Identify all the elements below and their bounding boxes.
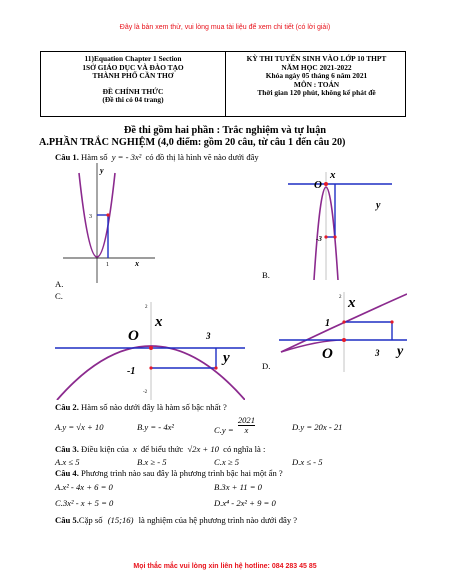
q1-text-before: Hàm số — [81, 152, 108, 162]
header-right-line2: NĂM HỌC 2021-2022 — [281, 62, 352, 72]
graph-c-grid-top-label: 2 — [145, 305, 148, 310]
exam-header — [40, 51, 406, 117]
graph-c-grid-bottom-label: -2 — [143, 390, 148, 395]
q3-var: x — [132, 444, 137, 454]
q4-text: Phương trình nào sau đây là phương trình bậc hai một ẩn ? — [81, 468, 283, 478]
header-right-line5: Thời gian 120 phút, không kể phát đề — [257, 88, 376, 98]
q2-option-c-den: x — [244, 425, 249, 435]
q4-option-b[interactable]: B.3x + 11 = 0 — [214, 482, 262, 492]
q3-text-after: có nghĩa là : — [223, 444, 266, 454]
q2-option-c[interactable] — [214, 416, 255, 435]
q1-option-d[interactable]: D. — [262, 361, 271, 371]
q4-option-a[interactable]: A.x² - 4x + 6 = 0 — [55, 482, 113, 492]
q3-option-a[interactable]: A.x ≤ 5 — [55, 457, 80, 467]
q3-text-before: Điều kiện của — [81, 444, 129, 454]
header-left-line1: 11)Equation Chapter 1 Section — [84, 54, 182, 63]
q1-label: Câu 1. — [55, 152, 79, 162]
graph-c-origin: O — [128, 328, 139, 344]
graph-d-grid-top: 2 — [339, 295, 342, 300]
graph-a-tick-y: 3 — [89, 214, 92, 220]
graph-a — [63, 163, 155, 283]
graph-d-tick-x: 3 — [375, 348, 380, 358]
q5-line — [55, 515, 297, 525]
bottom-notice: Mọi thắc mắc vui lòng xin liên hệ hotline: 084 283 45 85 — [133, 563, 317, 570]
q2-text: Hàm số nào dưới đây là hàm số bậc nhất ? — [81, 402, 227, 412]
q3-label: Câu 3. — [55, 444, 79, 454]
q1-option-c[interactable]: C. — [55, 291, 63, 301]
header-left-line5: (Đề thi có 04 trang) — [102, 95, 164, 105]
graph-b-y-label: y — [376, 200, 381, 211]
q2-label: Câu 2. — [55, 402, 79, 412]
q5-pair: (15;16) — [107, 515, 134, 525]
header-right-line4: MÔN : TOÁN — [293, 79, 340, 89]
graph-b-origin: O — [314, 179, 322, 191]
q3-expr: √2x + 10 — [187, 444, 219, 454]
graph-b-tick-y: -3 — [316, 235, 322, 243]
header-left-line2: 1SỞ GIÁO DỤC VÀ ĐÀO TẠO — [82, 62, 184, 72]
graph-b — [280, 162, 392, 282]
q5-label: Câu 5. — [55, 515, 79, 525]
graph-b-x-label: x — [330, 169, 336, 181]
q1-text-after: có đồ thị là hình vẽ nào dưới đây — [145, 152, 259, 162]
q5-text-before: Cặp số — [78, 515, 103, 525]
q2-option-d[interactable]: D.y = 20x - 21 — [292, 422, 343, 432]
q4-option-d[interactable]: D.x⁴ - 2x² + 9 = 0 — [214, 498, 276, 508]
section-a-title: A.PHẦN TRẮC NGHIỆM (4,0 điểm: gồm 20 câu, từ câu 1 đến câu 20) — [39, 137, 346, 148]
q5-text-after: là nghiệm của hệ phương trình nào dưới đây ? — [138, 515, 298, 525]
q4-option-c[interactable]: C.3x² - x + 5 = 0 — [55, 498, 114, 508]
q3-option-d[interactable]: D.x ≤ - 5 — [292, 457, 323, 467]
header-right-line3: Khóa ngày 05 tháng 6 năm 2021 — [265, 71, 368, 81]
header-right-line1: KỲ THI TUYỂN SINH VÀO LỚP 10 THPT — [246, 54, 387, 63]
graph-d-x-label: x — [348, 295, 356, 311]
graph-d-origin: O — [322, 346, 333, 362]
q4-line — [55, 468, 283, 478]
q3-text-mid: để biểu thức — [140, 444, 184, 454]
header-left-line3: THÀNH PHỐ CẦN THƠ — [92, 71, 174, 81]
graph-d-tick-y: 1 — [325, 318, 330, 329]
q3-option-c[interactable]: C.x ≥ 5 — [214, 457, 240, 467]
q2-option-a[interactable]: A.y = √x + 10 — [55, 422, 104, 432]
graph-c — [55, 302, 245, 400]
graph-c-tick-x: 3 — [206, 331, 211, 341]
header-left — [41, 55, 225, 105]
q1-option-b[interactable]: B. — [262, 270, 270, 280]
graph-d — [279, 292, 407, 372]
top-notice: Đây là bản xem thử, vui lòng mua tài liệu để xem chi tiết (có lời giải) — [119, 24, 331, 31]
q4-label: Câu 4. — [55, 468, 79, 478]
q2-option-c-fraction — [238, 416, 255, 435]
graph-a-x-label: x — [135, 259, 139, 268]
q2-option-c-num: 2021 — [237, 415, 255, 425]
q1-option-a[interactable]: A. — [55, 279, 64, 289]
q2-line — [55, 402, 227, 412]
q2-option-b[interactable]: B.y = - 4x² — [137, 422, 175, 432]
q2-option-c-prefix: C.y = — [214, 425, 234, 436]
header-left-line4: ĐỀ CHÍNH THỨC — [102, 86, 164, 96]
graph-c-y-label: y — [223, 350, 230, 366]
header-right — [226, 55, 407, 98]
graph-c-tick-y: -1 — [127, 366, 136, 377]
q3-option-b[interactable]: B.x ≥ - 5 — [137, 457, 167, 467]
graph-a-tick-x: 1 — [106, 262, 109, 268]
graph-c-x-label: x — [155, 314, 163, 330]
graph-a-y-label: y — [100, 166, 104, 175]
intro-line: Đề thi gồm hai phần : Trắc nghiệm và tự luận — [123, 125, 327, 136]
q3-line — [55, 444, 265, 454]
q1-line — [55, 152, 259, 162]
q1-formula: y = - 3x² — [111, 152, 142, 162]
graph-d-y-label: y — [397, 344, 404, 359]
